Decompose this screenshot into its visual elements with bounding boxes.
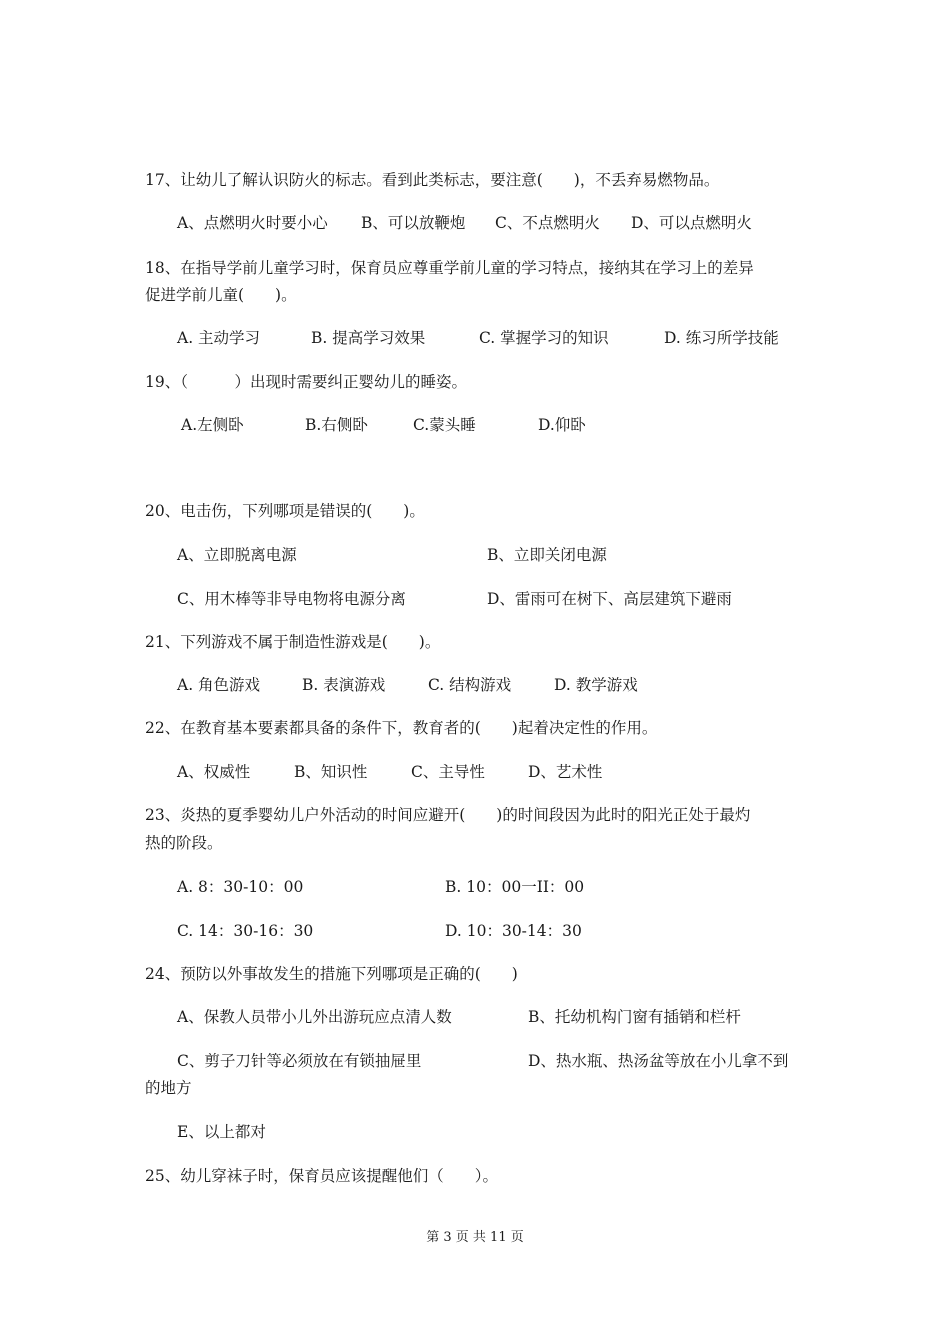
option-17-d: D、可以点燃明火 — [631, 214, 752, 232]
options-19 — [181, 415, 586, 435]
question-18-continued: 促进学前儿童( )。 — [145, 286, 297, 304]
options-20-row-2 — [177, 589, 732, 609]
options-23-row-2 — [177, 921, 582, 941]
option-17-b: B、可以放鞭炮 — [361, 214, 466, 232]
question-20: 20、电击伤，下列哪项是错误的( )。 — [145, 502, 425, 520]
options-22 — [177, 762, 602, 782]
option-21-b: B. 表演游戏 — [302, 676, 386, 694]
option-19-a: A.左侧卧 — [181, 416, 244, 434]
option-23-d: D. 10：30-14：30 — [445, 922, 582, 940]
option-17-a: A、点燃明火时要小心 — [177, 214, 328, 232]
option-21-d: D. 教学游戏 — [554, 676, 638, 694]
question-18: 18、在指导学前儿童学习时，保育员应尊重学前儿童的学习特点，接纳其在学习上的差异 — [145, 259, 754, 277]
option-22-c: C、主导性 — [411, 763, 485, 781]
option-19-d: D.仰卧 — [538, 416, 586, 434]
question-17: 17、让幼儿了解认识防火的标志。看到此类标志，要注意( )，不丢弃易燃物品。 — [145, 171, 720, 189]
option-24-b: B、托幼机构门窗有插销和栏杆 — [528, 1008, 741, 1026]
options-17 — [177, 213, 752, 233]
question-22: 22、在教育基本要素都具备的条件下，教育者的( )起着决定性的作用。 — [145, 719, 658, 737]
option-22-a: A、权威性 — [177, 763, 251, 781]
question-24: 24、预防以外事故发生的措施下列哪项是正确的( ) — [145, 965, 518, 983]
option-23-c: C. 14：30-16：30 — [177, 922, 314, 940]
option-23-b: B. 10：00一II：00 — [445, 878, 585, 896]
option-18-a: A. 主动学习 — [177, 329, 261, 347]
option-23-a: A. 8：30-10：00 — [177, 878, 304, 896]
option-24-d: D、热水瓶、热汤盆等放在小儿拿不到 — [528, 1052, 789, 1070]
option-24-c: C、剪子刀针等必须放在有锁抽屉里 — [177, 1052, 422, 1070]
option-22-b: B、知识性 — [294, 763, 368, 781]
option-19-b: B.右侧卧 — [305, 416, 368, 434]
options-18 — [177, 328, 779, 348]
option-24-d-continued: 的地方 — [145, 1079, 192, 1097]
option-22-d: D、艺术性 — [528, 763, 603, 781]
options-24-row-1 — [177, 1007, 741, 1027]
option-20-a: A、立即脱离电源 — [177, 546, 297, 564]
options-23-row-1 — [177, 877, 584, 897]
option-21-c: C. 结构游戏 — [428, 676, 512, 694]
option-20-b: B、立即关闭电源 — [487, 546, 607, 564]
page-number-footer: 第 3 页 共 11 页 — [426, 1230, 524, 1245]
question-25: 25、幼儿穿袜子时，保育员应该提醒他们（ ）。 — [145, 1167, 498, 1185]
options-20-row-1 — [177, 545, 607, 565]
option-18-c: C. 掌握学习的知识 — [479, 329, 609, 347]
option-24-e: E、以上都对 — [177, 1123, 266, 1141]
option-24-a: A、保教人员带小儿外出游玩应点清人数 — [177, 1008, 452, 1026]
option-18-b: B. 提高学习效果 — [311, 329, 426, 347]
option-19-c: C.蒙头睡 — [413, 416, 476, 434]
question-23: 23、炎热的夏季婴幼儿户外活动的时间应避开( )的时间段因为此时的阳光正处于最灼 — [145, 806, 751, 824]
options-24-row-2 — [177, 1051, 788, 1071]
option-20-d: D、雷雨可在树下、高层建筑下避雨 — [487, 590, 732, 608]
question-19: 19、（ ）出现时需要纠正婴幼儿的睡姿。 — [145, 373, 467, 391]
option-17-c: C、不点燃明火 — [495, 214, 600, 232]
question-23-continued: 热的阶段。 — [145, 834, 223, 852]
option-18-d: D. 练习所学技能 — [664, 329, 779, 347]
options-21 — [177, 675, 638, 695]
question-21: 21、下列游戏不属于制造性游戏是( )。 — [145, 633, 441, 651]
option-21-a: A. 角色游戏 — [177, 676, 261, 694]
option-20-c: C、用木棒等非导电物将电源分离 — [177, 590, 406, 608]
